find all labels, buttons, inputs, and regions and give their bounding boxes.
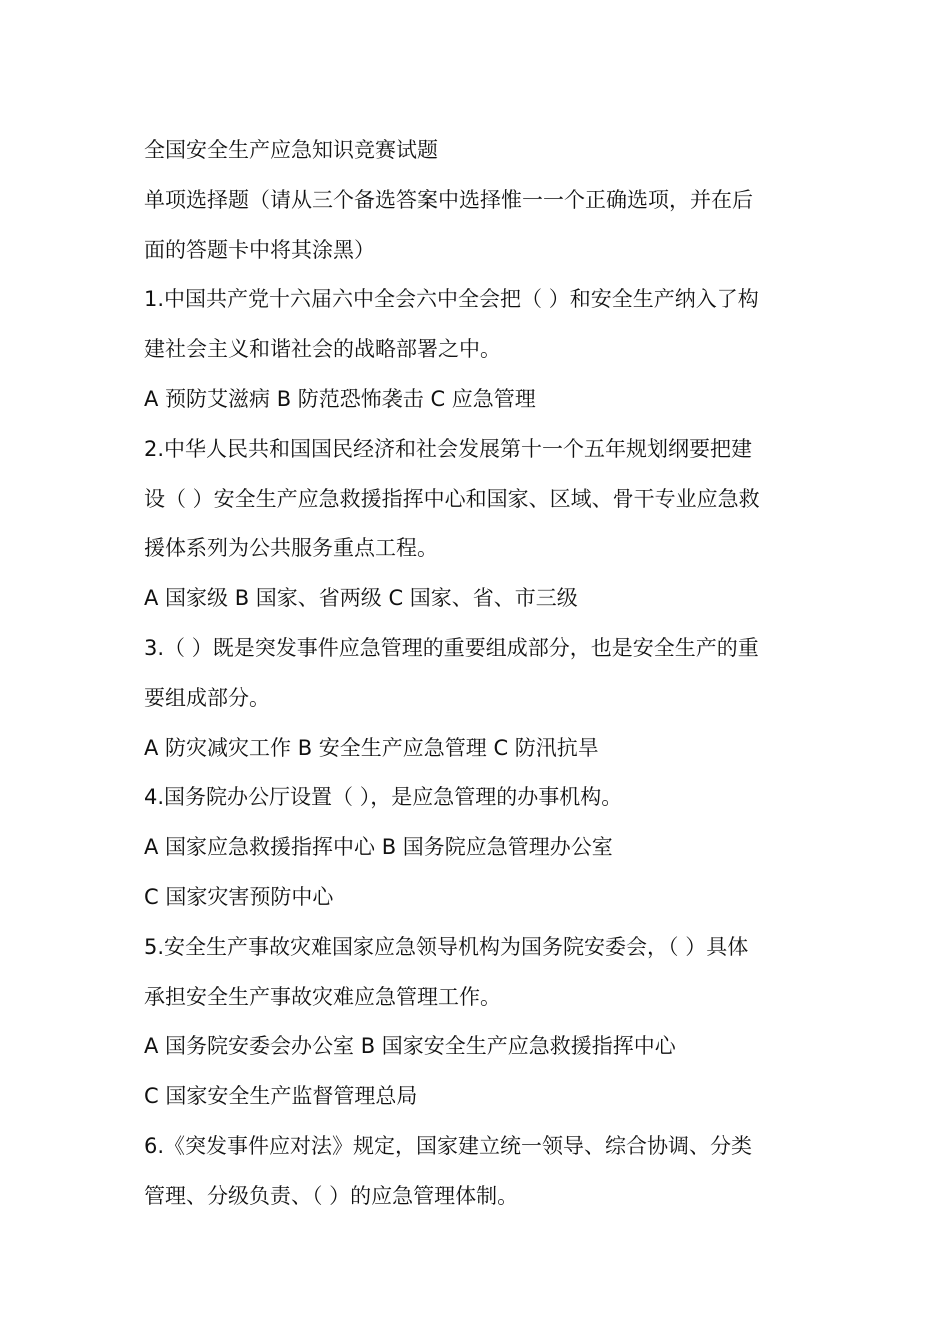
instructions-line: 单项选择题（请从三个备选答案中选择惟一一个正确选项，并在后 xyxy=(144,187,753,212)
question-stem-line: 援体系列为公共服务重点工程。 xyxy=(144,536,438,561)
question-stem-line: 承担安全生产事故灾难应急管理工作。 xyxy=(144,984,501,1009)
question-stem-line: 设（ ）安全生产应急救援指挥中心和国家、区域、骨干专业应急救 xyxy=(144,486,760,511)
question-stem-line: 5.安全生产事故灾难国家应急领导机构为国务院安委会，（ ）具体 xyxy=(144,934,749,959)
question-stem-line: 要组成部分。 xyxy=(144,685,270,710)
question-4 xyxy=(144,773,824,922)
question-1 xyxy=(144,275,824,424)
question-stem-line: 2.中华人民共和国国民经济和社会发展第十一个五年规划纲要把建 xyxy=(144,436,753,461)
question-options: C 国家灾害预防中心 xyxy=(144,884,334,909)
document-title: 全国安全生产应急知识竞赛试题 xyxy=(144,138,438,162)
question-options: A 防灾减灾工作 B 安全生产应急管理 C 防汛抗旱 xyxy=(144,735,599,760)
question-options: A 预防艾滋病 B 防范恐怖袭击 C 应急管理 xyxy=(144,386,536,411)
question-6 xyxy=(144,1122,824,1222)
instructions-line: 面的答题卡中将其涂黑） xyxy=(144,237,375,262)
question-options: A 国家应急救援指挥中心 B 国务院应急管理办公室 xyxy=(144,835,613,860)
question-options: A 国家级 B 国家、省两级 C 国家、省、市三级 xyxy=(144,586,578,611)
question-stem-line: 3.（ ）既是突发事件应急管理的重要组成部分，也是安全生产的重 xyxy=(144,635,759,660)
question-stem-line: 建社会主义和谐社会的战略部署之中。 xyxy=(144,337,501,362)
question-options: A 国务院安委会办公室 B 国家安全生产应急救援指挥中心 xyxy=(144,1034,676,1059)
question-stem-line: 6.《突发事件应对法》规定，国家建立统一领导、综合协调、分类 xyxy=(144,1133,753,1158)
question-stem-line: 管理、分级负责、（ ）的应急管理体制。 xyxy=(144,1183,519,1208)
question-options: C 国家安全生产监督管理总局 xyxy=(144,1084,418,1109)
question-5 xyxy=(144,923,824,1122)
question-stem-line: 4.国务院办公厅设置（ ），是应急管理的办事机构。 xyxy=(144,785,623,810)
question-stem-line: 1.中国共产党十六届六中全会六中全会把（ ）和安全生产纳入了构 xyxy=(144,287,759,312)
question-3 xyxy=(144,624,824,773)
question-2 xyxy=(144,425,824,624)
document-page xyxy=(144,126,824,1222)
